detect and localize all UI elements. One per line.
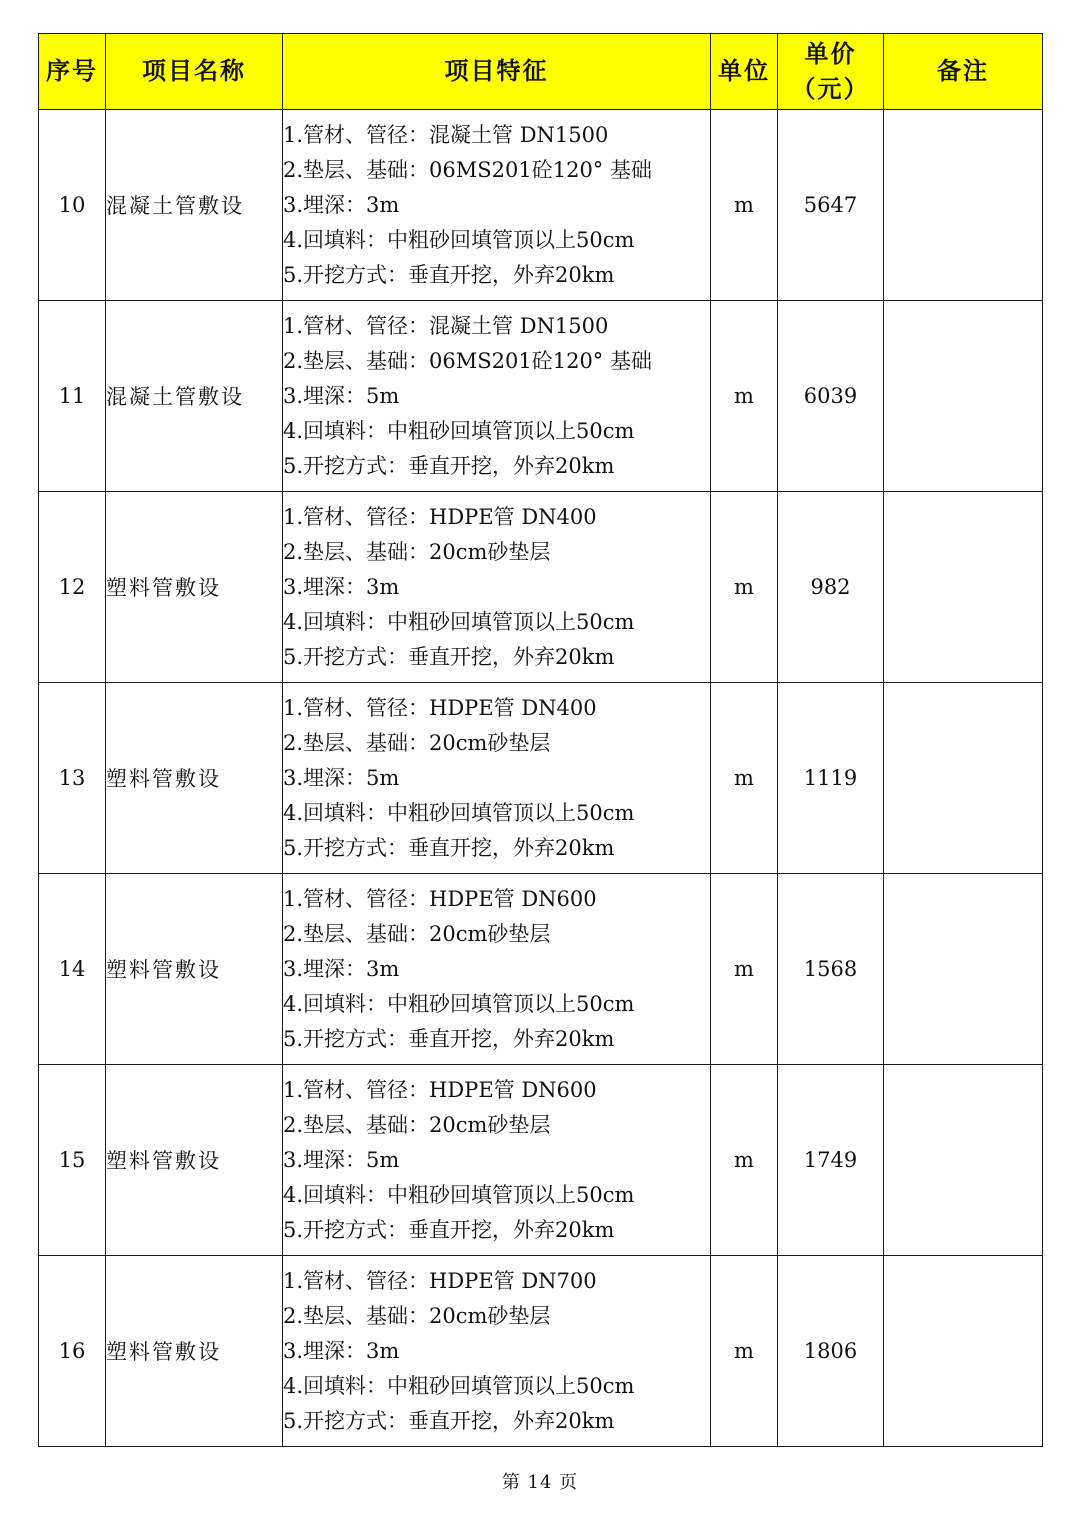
header-price: [778, 34, 884, 110]
row-number: 12: [39, 492, 106, 683]
feature-line: 5.开挖方式：垂直开挖，外弃20km: [283, 835, 615, 860]
feature-line: 5.开挖方式：垂直开挖，外弃20km: [283, 1217, 615, 1242]
feature-line: 3.埋深：5m: [283, 765, 400, 790]
feature-line: 3.埋深：3m: [283, 956, 400, 981]
feature-line: 3.埋深：3m: [283, 192, 400, 217]
item-remark: [884, 1256, 1043, 1447]
header-unit: 单位: [711, 34, 778, 110]
table-row: [39, 492, 1043, 683]
table-row: [39, 683, 1043, 874]
item-remark: [884, 301, 1043, 492]
item-name: 混凝土管敷设: [106, 110, 283, 301]
item-remark: [884, 683, 1043, 874]
item-price: 1119: [778, 683, 884, 874]
feature-line: 4.回填料：中粗砂回填管顶以上50cm: [283, 991, 635, 1016]
item-name: 塑料管敷设: [106, 683, 283, 874]
feature-line: 1.管材、管径：混凝土管 DN1500: [283, 313, 609, 338]
feature-line: 3.埋深：5m: [283, 1147, 400, 1172]
feature-line: 1.管材、管径：HDPE管 DN700: [283, 1268, 597, 1293]
table-body: [39, 110, 1043, 1447]
header-row: [39, 34, 1043, 110]
feature-line: 5.开挖方式：垂直开挖，外弃20km: [283, 453, 615, 478]
item-price: 1806: [778, 1256, 884, 1447]
header-remark: 备注: [884, 34, 1043, 110]
feature-line: 5.开挖方式：垂直开挖，外弃20km: [283, 1408, 615, 1433]
header-name: 项目名称: [106, 34, 283, 110]
header-no: 序号: [39, 34, 106, 110]
header-price-line2: （元）: [791, 74, 870, 103]
item-remark: [884, 874, 1043, 1065]
row-number: 14: [39, 874, 106, 1065]
item-name: 塑料管敷设: [106, 1256, 283, 1447]
price-table: [38, 33, 1043, 1447]
item-remark: [884, 1065, 1043, 1256]
feature-line: 2.垫层、基础：06MS201砼120° 基础: [283, 348, 652, 373]
row-number: 16: [39, 1256, 106, 1447]
item-unit: m: [711, 683, 778, 874]
feature-line: 1.管材、管径：HDPE管 DN600: [283, 1077, 597, 1102]
feature-line: 4.回填料：中粗砂回填管顶以上50cm: [283, 1182, 635, 1207]
feature-line: 2.垫层、基础：20cm砂垫层: [283, 921, 551, 946]
row-number: 13: [39, 683, 106, 874]
feature-line: 2.垫层、基础：20cm砂垫层: [283, 1112, 551, 1137]
item-unit: m: [711, 301, 778, 492]
table-row: [39, 1256, 1043, 1447]
feature-line: 3.埋深：5m: [283, 383, 400, 408]
feature-line: 3.埋深：3m: [283, 1338, 400, 1363]
item-features: [283, 683, 711, 874]
table-row: [39, 874, 1043, 1065]
item-unit: m: [711, 1065, 778, 1256]
feature-line: 2.垫层、基础：20cm砂垫层: [283, 539, 551, 564]
item-name: 塑料管敷设: [106, 874, 283, 1065]
item-features: [283, 110, 711, 301]
feature-line: 3.埋深：3m: [283, 574, 400, 599]
row-number: 15: [39, 1065, 106, 1256]
feature-line: 4.回填料：中粗砂回填管顶以上50cm: [283, 1373, 635, 1398]
feature-line: 1.管材、管径：HDPE管 DN600: [283, 886, 597, 911]
table-row: [39, 110, 1043, 301]
item-remark: [884, 110, 1043, 301]
feature-line: 2.垫层、基础：20cm砂垫层: [283, 1303, 551, 1328]
item-price: 982: [778, 492, 884, 683]
item-unit: m: [711, 874, 778, 1065]
row-number: 10: [39, 110, 106, 301]
item-features: [283, 1256, 711, 1447]
item-name: 混凝土管敷设: [106, 301, 283, 492]
feature-line: 4.回填料：中粗砂回填管顶以上50cm: [283, 227, 635, 252]
item-price: 5647: [778, 110, 884, 301]
item-features: [283, 874, 711, 1065]
item-unit: m: [711, 1256, 778, 1447]
feature-line: 2.垫层、基础：20cm砂垫层: [283, 730, 551, 755]
feature-line: 1.管材、管径：混凝土管 DN1500: [283, 122, 609, 147]
header-feature: 项目特征: [283, 34, 711, 110]
feature-line: 5.开挖方式：垂直开挖，外弃20km: [283, 1026, 615, 1051]
feature-line: 4.回填料：中粗砂回填管顶以上50cm: [283, 609, 635, 634]
item-price: 1568: [778, 874, 884, 1065]
item-remark: [884, 492, 1043, 683]
feature-line: 5.开挖方式：垂直开挖，外弃20km: [283, 644, 615, 669]
item-name: 塑料管敷设: [106, 492, 283, 683]
header-price-line1: 单价: [804, 39, 857, 68]
page-number: 第 14 页: [501, 1472, 579, 1493]
feature-line: 4.回填料：中粗砂回填管顶以上50cm: [283, 418, 635, 443]
feature-line: 1.管材、管径：HDPE管 DN400: [283, 504, 597, 529]
table-row: [39, 301, 1043, 492]
item-features: [283, 301, 711, 492]
item-unit: m: [711, 110, 778, 301]
item-price: 6039: [778, 301, 884, 492]
item-features: [283, 1065, 711, 1256]
table-header: [39, 34, 1043, 110]
item-name: 塑料管敷设: [106, 1065, 283, 1256]
table-row: [39, 1065, 1043, 1256]
row-number: 11: [39, 301, 106, 492]
feature-line: 2.垫层、基础：06MS201砼120° 基础: [283, 157, 652, 182]
item-price: 1749: [778, 1065, 884, 1256]
item-features: [283, 492, 711, 683]
feature-line: 1.管材、管径：HDPE管 DN400: [283, 695, 597, 720]
feature-line: 4.回填料：中粗砂回填管顶以上50cm: [283, 800, 635, 825]
item-unit: m: [711, 492, 778, 683]
feature-line: 5.开挖方式：垂直开挖，外弃20km: [283, 262, 615, 287]
